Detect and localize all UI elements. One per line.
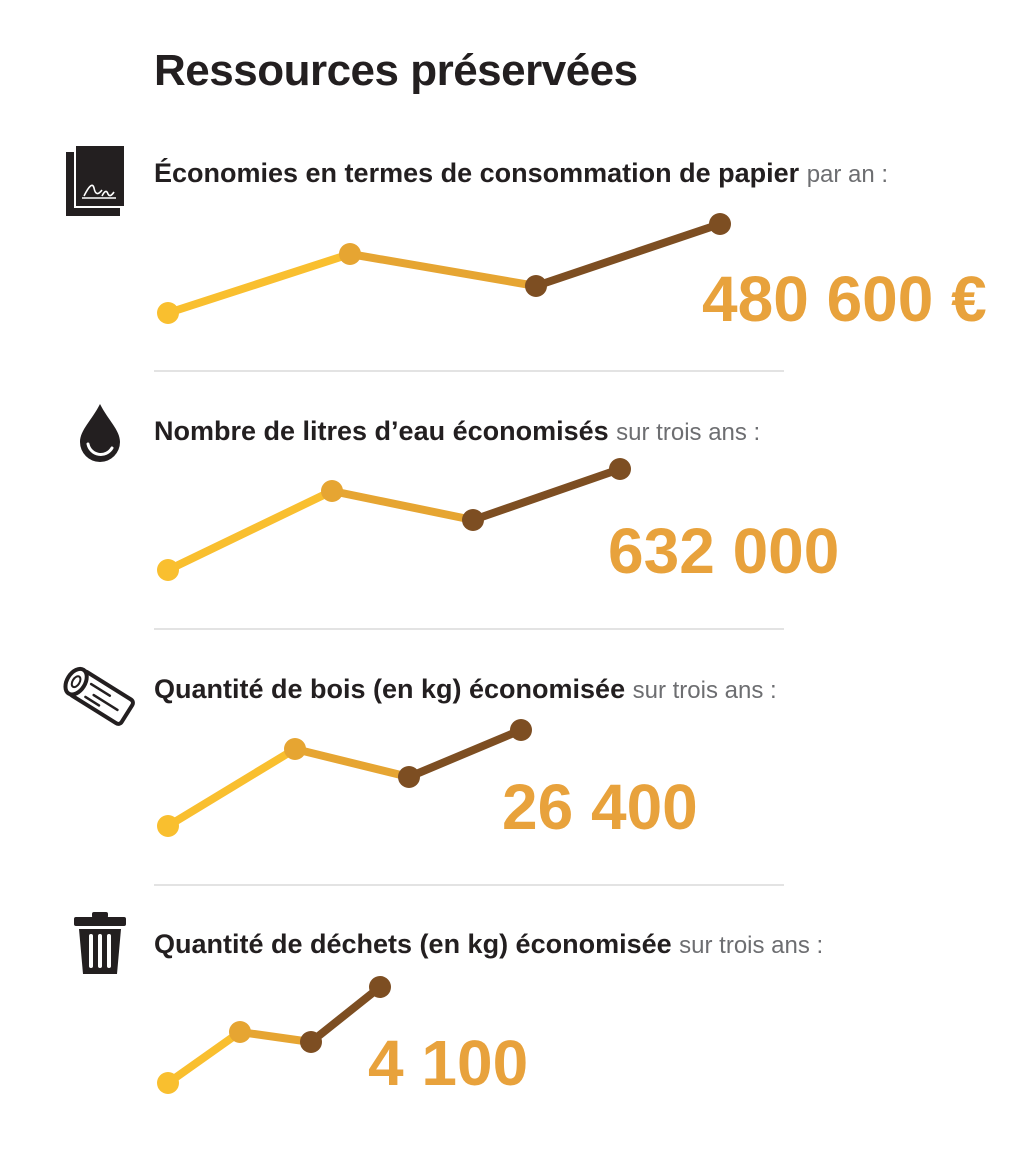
trend-point: [300, 1031, 322, 1053]
heading-period: sur trois ans :: [679, 932, 824, 959]
heading-label: Quantité de déchets (en kg) économisée: [154, 929, 672, 959]
metric-value: 632 000: [608, 515, 840, 587]
trend-point: [369, 976, 391, 998]
heading-period: sur trois ans :: [632, 677, 777, 704]
heading-period: sur trois ans :: [616, 419, 761, 446]
metric-value: 4 100: [368, 1027, 529, 1099]
heading-label: Nombre de litres d’eau économisés: [154, 416, 609, 446]
metric-value: 480 600 €: [702, 263, 987, 335]
metric-value: 26 400: [502, 771, 698, 843]
heading-label: Économies en termes de consommation de papier: [154, 158, 800, 188]
trend-segment: [168, 1032, 240, 1083]
trend-point: [229, 1021, 251, 1043]
trend-point: [157, 1072, 179, 1094]
heading-period: par an :: [806, 161, 889, 188]
heading-label: Quantité de bois (en kg) économisée: [154, 674, 626, 704]
page-title: Ressources préservées: [154, 46, 638, 95]
